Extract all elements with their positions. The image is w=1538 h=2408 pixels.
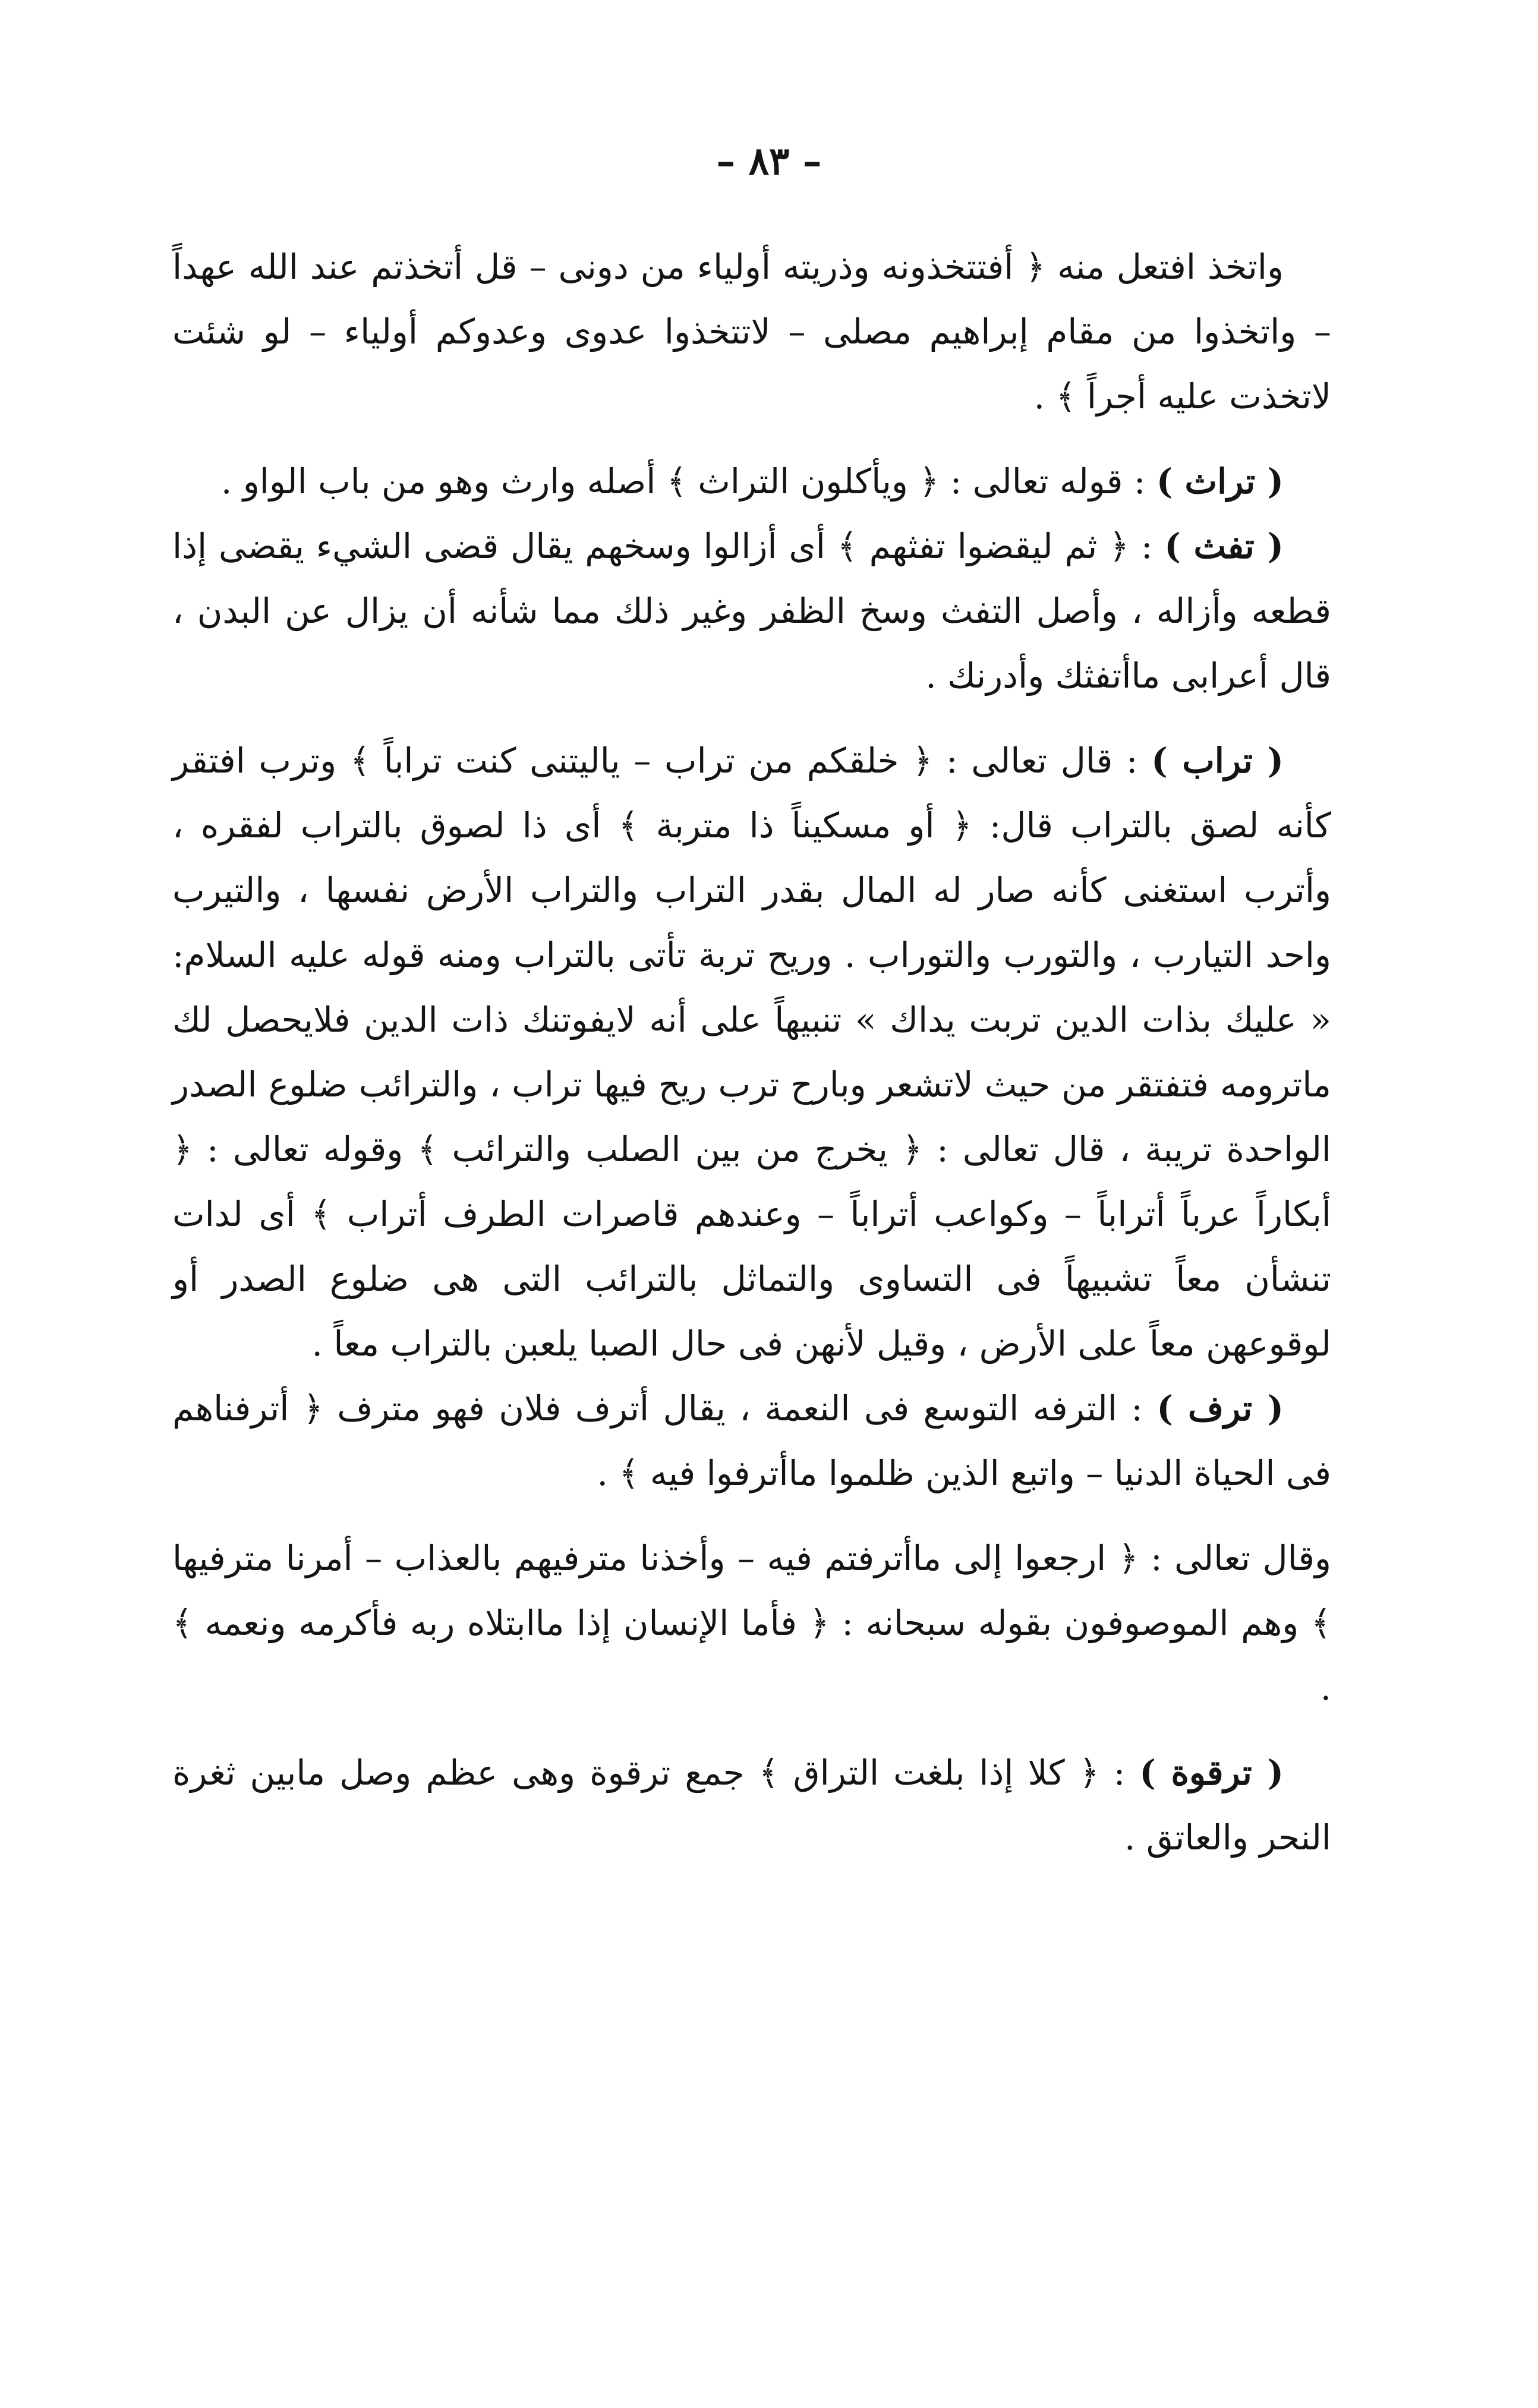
paragraph-text: : ﴿ كلا إذا بلغت التراق ﴾ جمع ترقوة وهى عظم وصل مابين ثغرة النحر والعاتق . <box>172 1753 1331 1858</box>
entry-term: ( ترقوة ) <box>1139 1753 1284 1793</box>
paragraph-tarquwa <box>172 1741 1331 1870</box>
page-number: – ٨٣ – <box>716 139 822 184</box>
paragraph-taraf <box>172 1376 1331 1506</box>
entry-term: ( ترف ) <box>1156 1388 1284 1429</box>
entry-term: ( تراب ) <box>1151 740 1284 781</box>
paragraph-text: : قال تعالى : ﴿ خلقكم من تراب – ياليتنى كنت تراباً ﴾ وترب افتقر كأنه لصق بالتراب قال: ﴿ أو مسكيناً ذا متربة ﴾ أى ذا لصوق بالتراب لفقره ، وأترب استغنى كأنه صار له المال بقدر التراب والتراب الأرض نفسها ، والتيرب واحد التيارب ، والتورب والتوراب . وريح تربة تأتى بالتراب ومنه قوله عليه السلام: « عليك بذات الدين تربت يداك » تنبيهاً على أنه لايفوتنك ذات الدين فلايحصل لك ماترومه فتفتقر من حيث لاتشعر وبارح ترب ريح فيها تراب ، والترائب ضلوع الصدر الواحدة تريبة ، قال تعالى : ﴿ يخرج من بين الصلب والترائب ﴾ وقوله تعالى : ﴿ أبكاراً عرباً أتراباً – وكواعب أتراباً – وعندهم قاصرات الطرف أتراب ﴾ أى لدات تنشأن معاً تشبيهاً فى التساوى والتماثل بالترائب التى هى ضلوع الصدر أو لوقوعهن معاً على الأرض ، وقيل لأنهن فى حال الصبا يلعبن بالتراب معاً . <box>172 740 1331 1364</box>
paragraph-text: : ﴿ ثم ليقضوا تفثهم ﴾ أى أزالوا وسخهم يقال قضى الشيء يقضى إذا قطعه وأزاله ، وأصل التفث وسخ الظفر وغير ذلك مما شأنه أن يزال عن البدن ، قال أعرابى ماأتفثك وأدرنك . <box>172 526 1331 696</box>
entry-term: ( تفث ) <box>1164 526 1284 566</box>
paragraph-text: : الترفه التوسع فى النعمة ، يقال أترف فلان فهو مترف ﴿ أترفناهم فى الحياة الدنيا – واتبع الذين ظلموا ماأترفوا فيه ﴾ . <box>172 1388 1331 1493</box>
paragraph-text: واتخذ افتعل منه ﴿ أفتتخذونه وذريته أولياء من دونى – قل أتخذتم عند الله عهداً – واتخذوا من مقام إبراهيم مصلى – لاتتخذوا عدوى وعدوكم أولياء – لو شئت لاتخذت عليه أجراً ﴾ . <box>172 247 1331 417</box>
paragraph-ittakhadha <box>172 235 1331 429</box>
entry-term: ( تراث ) <box>1156 461 1284 502</box>
text-body <box>172 235 1331 1870</box>
paragraph-qala-taala <box>172 1526 1331 1720</box>
paragraph-text: وقال تعالى : ﴿ ارجعوا إلى ماأترفتم فيه – وأخذنا مترفيهم بالعذاب – أمرنا مترفيها ﴾ وهم الموصوفون بقوله سبحانه : ﴿ فأما الإنسان إذا ماابتلاه ربه فأكرمه ونعمه ﴾ . <box>172 1538 1331 1708</box>
paragraph-turath <box>172 449 1331 514</box>
paragraph-tafath <box>172 514 1331 708</box>
paragraph-text: : قوله تعالى : ﴿ ويأكلون التراث ﴾ أصله وارث وهو من باب الواو . <box>220 461 1156 502</box>
paragraph-turab <box>172 729 1331 1376</box>
